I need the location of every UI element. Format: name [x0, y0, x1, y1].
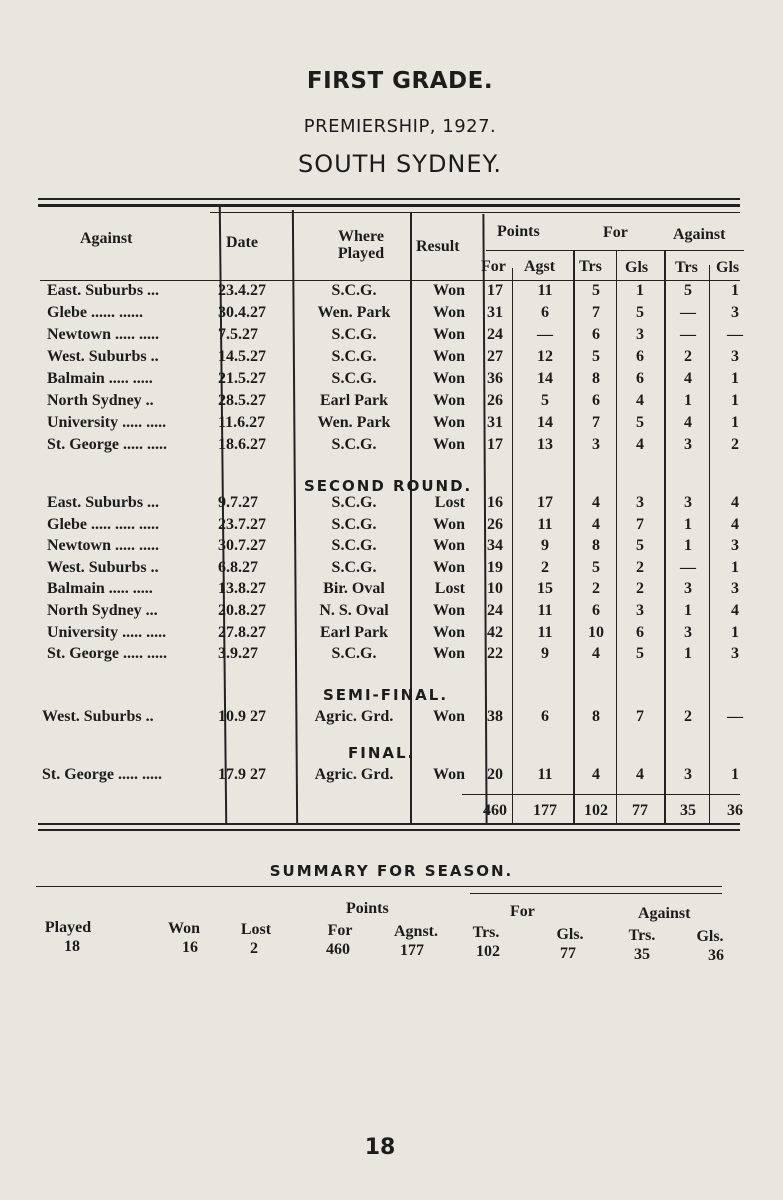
against-tries: — [680, 326, 696, 343]
table-top-rule-3 [210, 212, 740, 213]
for-goals: 3 [636, 602, 644, 619]
summary-against-label: Against [638, 905, 691, 922]
for-goals: 4 [636, 392, 644, 409]
against-tries: 2 [684, 348, 692, 365]
for-tries: 8 [592, 708, 600, 725]
summary-pts-agnst-label: Agnst. [393, 923, 438, 940]
summary-played-label: Played [44, 919, 92, 936]
result: Won [432, 708, 465, 725]
summary-for-trs-label: Trs. [472, 924, 500, 941]
total-for-goals: 77 [632, 802, 648, 819]
against-tries: 3 [684, 436, 692, 453]
for-tries: 5 [592, 348, 600, 365]
table-bottom-rule-2 [38, 829, 740, 831]
header-against-gls: Gls [716, 259, 740, 276]
for-tries: 6 [592, 392, 600, 409]
header-for-group: For [603, 224, 628, 241]
summary-pts-for-value: 460 [326, 941, 350, 958]
match-date: 3.9.27 [218, 645, 258, 663]
against-goals: — [727, 708, 743, 725]
against-tries: 4 [684, 414, 692, 431]
for-tries: 4 [592, 515, 600, 533]
table-row-semi-final [0, 708, 783, 729]
against-tries: 1 [684, 392, 692, 409]
result: Won [432, 645, 465, 663]
summary-for-trs-value: 102 [476, 943, 500, 960]
for-tries: 6 [592, 326, 600, 343]
totals-row [0, 802, 783, 823]
summary-rule-2 [470, 893, 722, 894]
page-number: 18 [364, 1135, 396, 1160]
for-tries: 4 [592, 494, 600, 511]
header-for-trs: Trs [579, 258, 602, 275]
for-tries: 2 [592, 580, 600, 598]
match-date: 23.4.27 [218, 282, 266, 299]
for-goals: 7 [636, 515, 644, 533]
header-points: Points [497, 223, 540, 240]
header-bottom-rule [40, 280, 740, 281]
points-for: 38 [487, 708, 503, 725]
points-against: 6 [541, 304, 549, 321]
for-tries: 4 [592, 645, 600, 663]
for-goals: 4 [636, 766, 644, 783]
venue: S.C.G. [331, 537, 377, 555]
table-row [0, 624, 783, 645]
points-against: 9 [541, 645, 549, 663]
for-goals: 6 [636, 348, 644, 365]
points-against: 11 [537, 282, 553, 299]
table-row [0, 348, 783, 369]
match-date: 17.9 27 [218, 766, 266, 783]
points-for: 10 [487, 580, 503, 598]
result: Won [432, 282, 465, 299]
venue: S.C.G. [331, 515, 377, 533]
result: Won [432, 537, 465, 555]
match-date: 9.7.27 [218, 494, 258, 511]
points-for: 19 [487, 558, 503, 576]
points-for: 34 [487, 537, 503, 555]
points-for: 17 [487, 282, 503, 299]
points-against: 15 [537, 580, 553, 598]
table-row [0, 645, 783, 666]
points-for: 17 [487, 436, 503, 453]
match-date: 30.7.27 [218, 537, 266, 555]
final-title: FINAL. [348, 744, 416, 762]
table-row [0, 392, 783, 413]
against-goals: 4 [731, 602, 739, 619]
header-against: Against [80, 230, 133, 247]
match-date: 14.5.27 [218, 348, 266, 365]
points-for: 16 [487, 494, 503, 511]
table-row [0, 602, 783, 623]
for-goals: 7 [636, 708, 644, 725]
team-name: Glebe ...... ...... [47, 304, 143, 321]
table-row [0, 370, 783, 391]
team-name: St. George ..... ..... [42, 766, 162, 783]
result: Won [432, 392, 465, 409]
venue: Agric. Grd. [314, 766, 394, 783]
points-against: 17 [537, 494, 553, 511]
venue: S.C.G. [331, 348, 377, 365]
against-goals: 1 [731, 392, 739, 409]
venue: N. S. Oval [319, 602, 389, 619]
match-date: 30.4.27 [218, 304, 266, 321]
summary-ag-gls-label: Gls. [696, 928, 724, 945]
table-row [0, 537, 783, 558]
venue: Wen. Park [317, 414, 391, 431]
against-goals: 3 [731, 304, 739, 321]
for-goals: 3 [636, 326, 644, 343]
for-tries: 3 [592, 436, 600, 453]
result: Won [432, 558, 465, 576]
venue: Wen. Park [317, 304, 391, 321]
points-for: 22 [487, 645, 503, 663]
team-name: University ..... ..... [47, 623, 167, 641]
against-goals: 1 [731, 282, 739, 299]
table-row [0, 580, 783, 601]
table-row [0, 559, 783, 580]
summary-rule [36, 886, 722, 887]
for-goals: 3 [636, 494, 644, 511]
against-tries: 1 [684, 602, 692, 619]
for-goals: 4 [636, 436, 644, 453]
against-tries: 3 [684, 580, 692, 598]
against-goals: 4 [731, 494, 739, 511]
header-against-trs: Trs [675, 259, 698, 276]
for-goals: 1 [636, 282, 644, 299]
points-for: 31 [487, 304, 503, 321]
header-sub-rule [486, 250, 744, 251]
team-name: North Sydney ... [47, 602, 158, 619]
match-date: 27.8.27 [218, 623, 266, 641]
header-points-agst: Agst [524, 258, 556, 275]
result: Won [432, 304, 465, 321]
venue: S.C.G. [331, 370, 377, 387]
venue: Agric. Grd. [314, 708, 394, 725]
points-against: 11 [537, 515, 553, 533]
summary-ag-gls-value: 36 [708, 947, 724, 964]
total-against-goals: 36 [727, 802, 743, 819]
for-tries: 7 [592, 414, 600, 431]
semi-final-title: SEMI-FINAL. [323, 686, 449, 704]
against-goals: 3 [731, 580, 739, 598]
summary-for-gls-value: 77 [560, 945, 576, 962]
against-tries: — [680, 558, 696, 576]
venue: S.C.G. [331, 282, 377, 299]
against-tries: 1 [684, 515, 692, 533]
for-tries: 5 [592, 558, 600, 576]
header-where-played: Where Played [337, 228, 385, 262]
summary-pts-for-label: For [327, 922, 353, 939]
venue: S.C.G. [331, 436, 377, 453]
against-goals: 2 [731, 436, 739, 453]
match-date: 6.8.27 [218, 558, 258, 576]
against-tries: 3 [684, 494, 692, 511]
table-row [0, 494, 783, 515]
table-top-rule [38, 198, 740, 200]
for-tries: 6 [592, 602, 600, 619]
summary-lost-value: 2 [250, 940, 258, 957]
result: Won [432, 348, 465, 365]
header-against-group: Against [673, 226, 726, 243]
team-name: St. George ..... ..... [47, 436, 167, 453]
summary-for-label: For [510, 903, 535, 920]
team-name: West. Suburbs .. [47, 558, 159, 576]
team-name: University ..... ..... [47, 414, 167, 431]
table-top-rule-2 [38, 204, 740, 207]
points-against: 6 [541, 708, 549, 725]
result: Won [432, 602, 465, 619]
result: Won [432, 515, 465, 533]
against-goals: 4 [731, 515, 739, 533]
match-date: 20.8.27 [218, 602, 266, 619]
points-for: 24 [487, 602, 503, 619]
table-row-final [0, 766, 783, 787]
match-date: 10.9 27 [218, 708, 266, 725]
match-date: 11.6.27 [218, 414, 266, 431]
for-tries: 10 [588, 623, 604, 641]
result: Won [432, 326, 465, 343]
venue: S.C.G. [331, 645, 377, 663]
summary-won-label: Won [167, 920, 200, 937]
header-for-gls: Gls [625, 259, 649, 276]
result: Won [432, 766, 465, 783]
result: Won [432, 623, 465, 641]
team-name: West. Suburbs .. [47, 348, 159, 365]
total-for-tries: 102 [584, 802, 608, 819]
team-name: North Sydney .. [47, 392, 154, 409]
team-name: Balmain ..... ..... [47, 580, 153, 598]
points-against: 5 [541, 392, 549, 409]
result: Won [432, 414, 465, 431]
team-name: East. Suburbs ... [47, 494, 160, 511]
match-date: 21.5.27 [218, 370, 266, 387]
against-goals: 1 [731, 414, 739, 431]
for-goals: 2 [636, 580, 644, 598]
against-goals: 1 [731, 370, 739, 387]
points-against: 13 [537, 436, 553, 453]
for-goals: 6 [636, 370, 644, 387]
venue: Earl Park [320, 623, 388, 641]
summary-for-gls-label: Gls. [556, 926, 584, 943]
against-goals: 3 [731, 537, 739, 555]
against-goals: 3 [731, 348, 739, 365]
match-date: 13.8.27 [218, 580, 266, 598]
team-name: East. Suburbs ... [47, 282, 160, 299]
header-date: Date [226, 234, 258, 251]
against-goals: — [727, 326, 743, 343]
for-tries: 8 [592, 537, 600, 555]
points-for: 24 [487, 326, 503, 343]
match-date: 28.5.27 [218, 392, 266, 409]
for-goals: 5 [636, 645, 644, 663]
points-for: 20 [487, 766, 503, 783]
for-goals: 6 [636, 623, 644, 641]
points-for: 26 [487, 392, 503, 409]
for-goals: 5 [636, 304, 644, 321]
venue: Earl Park [320, 392, 388, 409]
points-for: 26 [487, 515, 503, 533]
against-tries: 1 [684, 645, 692, 663]
team-name: St. George ..... ..... [47, 645, 167, 663]
totals-top-rule [462, 794, 740, 795]
table-row [0, 436, 783, 457]
result: Lost [434, 494, 465, 511]
table-row [0, 516, 783, 537]
against-tries: 2 [684, 708, 692, 725]
points-for: 27 [487, 348, 503, 365]
team-name: Newtown ..... ..... [47, 537, 159, 555]
table-row [0, 282, 783, 303]
team-name: Glebe ..... ..... ..... [47, 515, 159, 533]
header-result: Result [416, 238, 460, 255]
points-against: 11 [537, 602, 553, 619]
against-goals: 3 [731, 645, 739, 663]
summary-won-value: 16 [182, 939, 198, 956]
for-tries: 5 [592, 282, 600, 299]
table-row [0, 304, 783, 325]
points-against: 11 [537, 623, 553, 641]
result: Won [432, 436, 465, 453]
against-tries: — [680, 304, 696, 321]
points-against: — [537, 326, 553, 343]
club-title: SOUTH SYDNEY. [298, 150, 502, 178]
match-date: 18.6.27 [218, 436, 266, 453]
team-name: Newtown ..... ..... [47, 326, 159, 343]
total-against-tries: 35 [680, 802, 696, 819]
against-goals: 1 [731, 623, 739, 641]
competition-title: PREMIERSHIP, 1927. [303, 116, 497, 137]
points-against: 12 [537, 348, 553, 365]
team-name: West. Suburbs .. [42, 708, 154, 725]
total-points-against: 177 [533, 802, 557, 819]
second-round-title: SECOND ROUND. [304, 477, 473, 495]
total-points-for: 460 [483, 802, 507, 819]
for-tries: 4 [592, 766, 600, 783]
venue: S.C.G. [331, 326, 377, 343]
summary-title: SUMMARY FOR SEASON. [269, 862, 514, 880]
points-against: 11 [537, 766, 553, 783]
match-date: 23.7.27 [218, 515, 266, 533]
points-for: 42 [487, 623, 503, 641]
team-name: Balmain ..... ..... [47, 370, 153, 387]
header-points-for: For [481, 258, 506, 275]
venue: S.C.G. [331, 558, 377, 576]
against-tries: 3 [684, 623, 692, 641]
points-against: 14 [537, 370, 553, 387]
table-row [0, 326, 783, 347]
result: Lost [434, 580, 465, 598]
for-tries: 8 [592, 370, 600, 387]
summary-played-value: 18 [64, 938, 80, 955]
against-tries: 1 [684, 537, 692, 555]
summary-pts-agnst-value: 177 [400, 942, 424, 959]
summary-points-label: Points [346, 900, 389, 917]
venue: S.C.G. [331, 494, 377, 511]
points-against: 9 [541, 537, 549, 555]
summary-lost-label: Lost [240, 921, 272, 938]
points-for: 31 [487, 414, 503, 431]
grade-title: FIRST GRADE. [306, 68, 494, 94]
result: Won [432, 370, 465, 387]
against-goals: 1 [731, 766, 739, 783]
venue: Bir. Oval [323, 580, 385, 598]
table-row [0, 414, 783, 435]
against-tries: 3 [684, 766, 692, 783]
table-bottom-rule [38, 823, 740, 825]
against-goals: 1 [731, 558, 739, 576]
for-goals: 5 [636, 414, 644, 431]
match-date: 7.5.27 [218, 326, 258, 343]
summary-ag-trs-value: 35 [634, 946, 650, 963]
points-against: 2 [541, 558, 549, 576]
against-tries: 5 [684, 282, 692, 299]
against-tries: 4 [684, 370, 692, 387]
points-against: 14 [537, 414, 553, 431]
for-goals: 2 [636, 558, 644, 576]
for-goals: 5 [636, 537, 644, 555]
for-tries: 7 [592, 304, 600, 321]
summary-ag-trs-label: Trs. [628, 927, 656, 944]
points-for: 36 [487, 370, 503, 387]
